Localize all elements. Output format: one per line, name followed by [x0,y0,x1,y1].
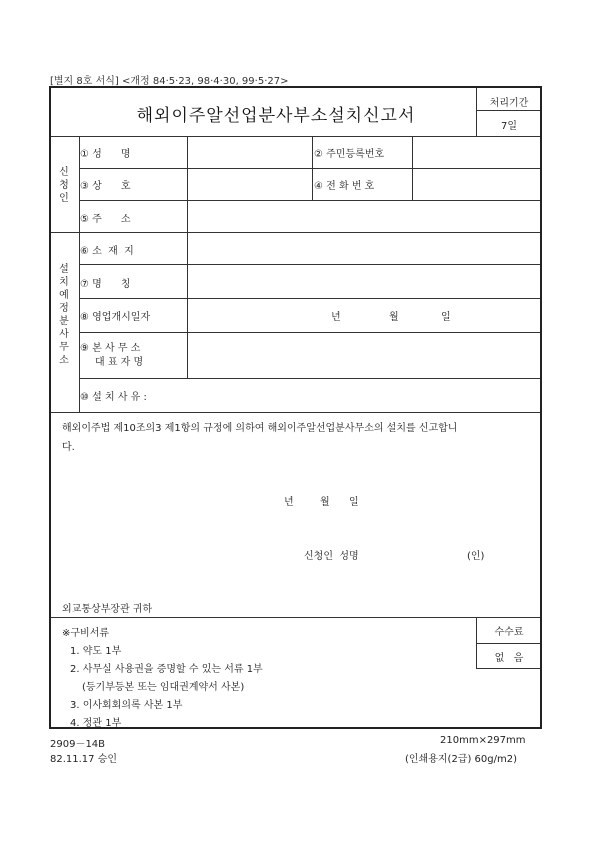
divider [51,412,540,413]
designation-label: ⑦ 명 칭 [80,279,131,290]
document-item: (등기부등본 또는 임대권계약서 사본) [82,682,245,693]
name-label: ① 성 명 [80,149,131,160]
reason-label: ⑩ 설 치 사 유 : [80,392,147,403]
divider [79,298,540,299]
divider [476,110,540,111]
divider [79,168,540,169]
representative-label: 대 표 자 명 [95,357,144,368]
form-header: [별지 8호 서식] <개정 84·5·23, 98·4·30, 99·5·27> [50,76,289,87]
fee-label: 수수료 [494,627,524,638]
declaration-month: 월 [320,497,330,508]
reg-no-label: ② 주민등록번호 [314,149,385,160]
paper-size: 210mm×297mm [440,735,526,746]
divider [476,668,540,669]
office-section-label: 설 치 예 정 분 사 무 소 [59,264,69,366]
document-item: 4. 정관 1부 [70,718,122,729]
processing-value: 7일 [500,121,518,132]
location-label: ⑥ 소 재 지 [80,246,134,257]
address-label: ⑤ 주 소 [80,214,131,225]
divider [79,378,540,379]
declaration-text-1: 해외이주법 제10조의3 제1항의 규정에 의하여 해외이주알선업분사무소의 설치를 신고합니 [62,423,458,434]
seal-mark: (인) [467,551,485,562]
fee-value: 없 음 [494,653,524,664]
approval-date: 82.11.17 승인 [50,754,118,765]
form-title: 해외이주알선업분사부소설치신고서 [136,106,416,126]
divider [79,200,540,201]
declaration-text-2: 다. [62,442,75,453]
form-code: 2909－14B [50,739,106,750]
start-date-label: ⑧ 영업개시일자 [80,312,151,323]
document-item: 1. 약도 1부 [70,646,122,657]
head-office-label: ⑨ 본 사 무 소 [80,343,141,354]
signer-label: 신청인 성명 [304,551,359,562]
divider [79,332,540,333]
document-item: 3. 이사회회의록 사본 1부 [70,700,183,711]
recipient: 외교통상부장관 귀하 [62,604,153,615]
paper-spec: (인쇄용지(2급) 60g/m2) [405,754,517,765]
divider [51,136,540,137]
divider [51,232,540,233]
start-date-day: 일 [441,312,451,323]
divider [187,136,188,378]
divider [412,136,413,200]
applicant-section-label: 신 청 인 [59,167,69,204]
divider [476,643,540,644]
document-item: 2. 사무실 사용권을 증명할 수 있는 서류 1부 [70,664,263,675]
processing-label: 처리기간 [489,98,529,109]
start-date-year: 년 [331,312,341,323]
documents-title: ※구비서류 [62,628,110,639]
declaration-day: 일 [349,497,359,508]
trade-name-label: ③ 상 호 [80,181,131,192]
divider [79,264,540,265]
divider [312,136,313,200]
divider [51,617,540,618]
declaration-year: 년 [284,497,294,508]
phone-label: ④ 전 화 번 호 [314,181,375,192]
start-date-month: 월 [389,312,399,323]
